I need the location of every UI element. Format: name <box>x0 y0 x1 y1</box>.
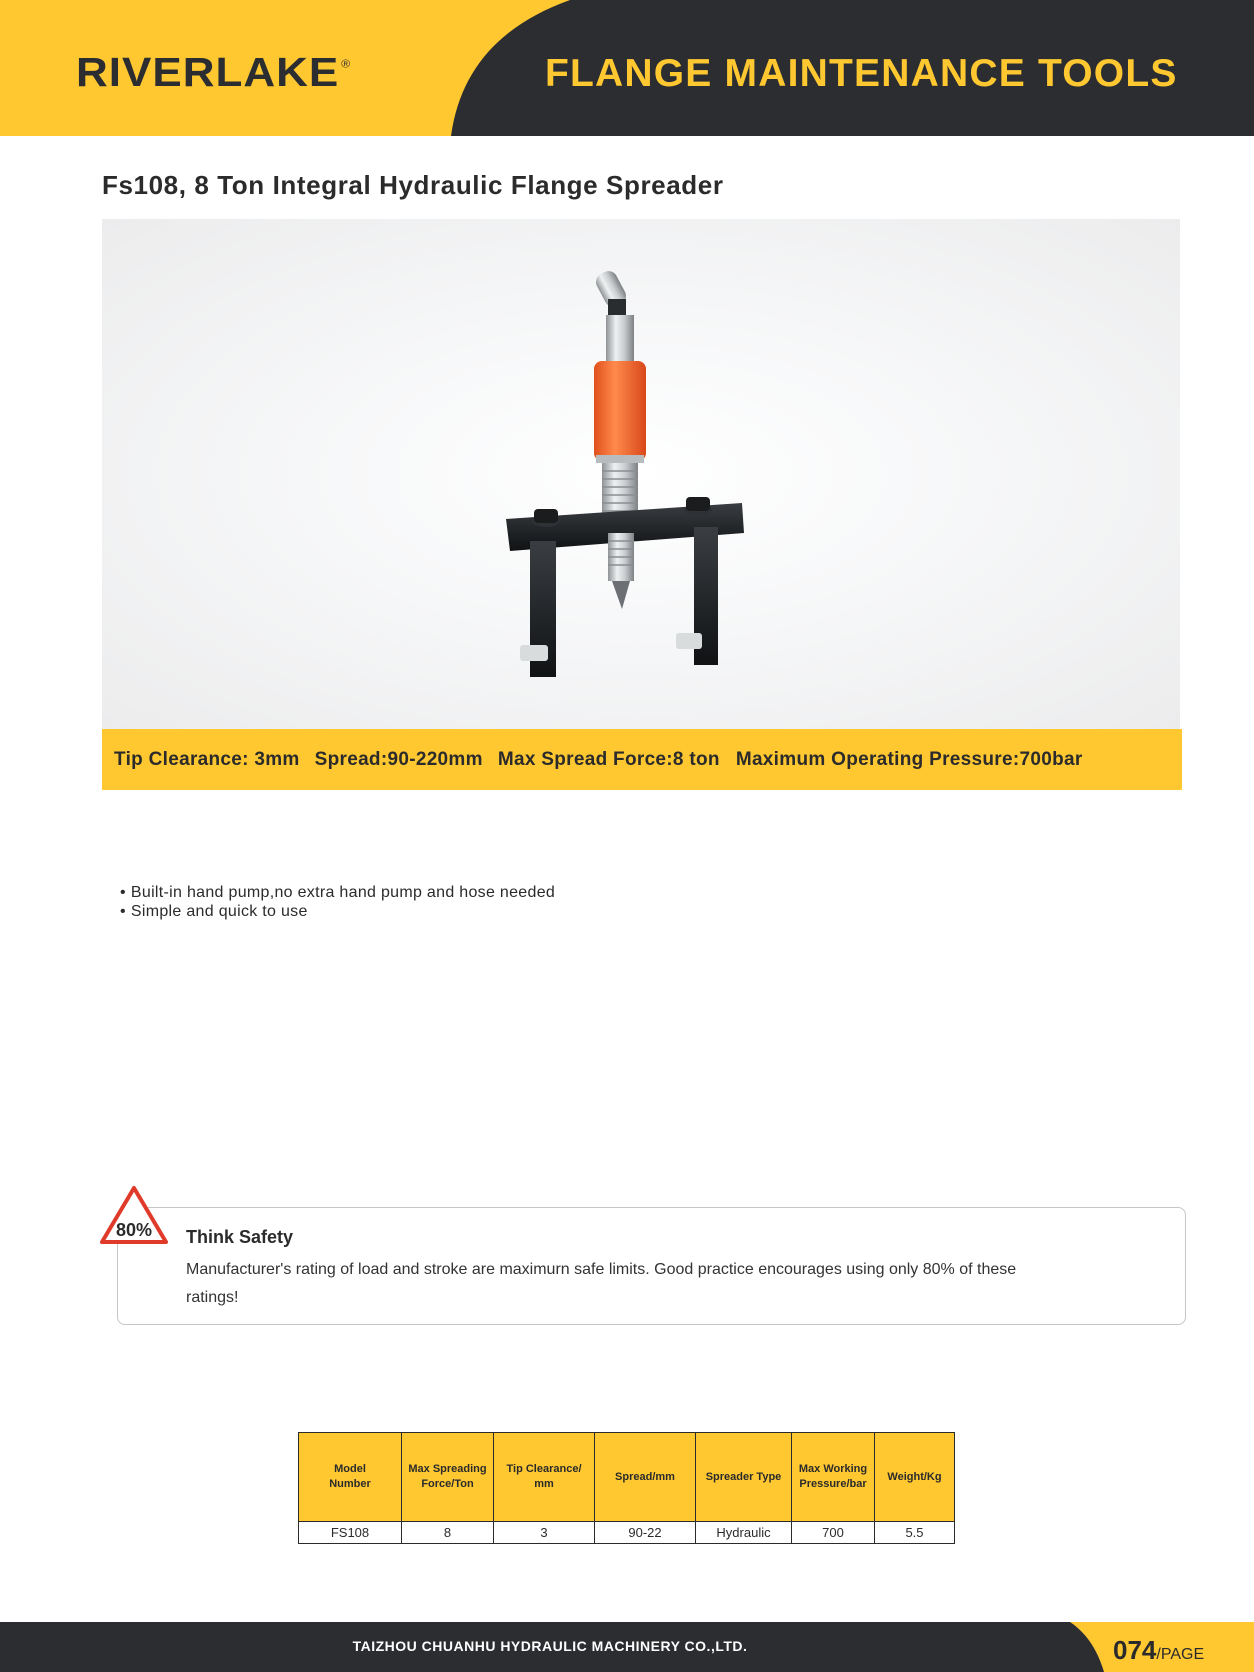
spec-bar <box>102 729 1182 790</box>
spec-spread: Spread:90-220mm <box>314 748 483 770</box>
header-line: Spread/mm <box>615 1470 675 1483</box>
safety-text: Manufacturer's rating of load and stroke are maximurn safe limits. Good practice encourages using only 80% of these ratings! <box>186 1261 1017 1306</box>
cell-pressure: 700 <box>792 1522 875 1544</box>
section-title: FLANGE MAINTENANCE TOOLS <box>545 52 1178 95</box>
header-line: Weight/Kg <box>887 1470 942 1483</box>
cell-weight: 5.5 <box>875 1522 955 1544</box>
col-max-force <box>402 1433 494 1522</box>
flange-spreader-icon <box>102 219 1180 729</box>
product-photo <box>102 219 1180 729</box>
col-spread <box>595 1433 696 1522</box>
header-line: Pressure/bar <box>799 1478 867 1490</box>
feature-item: • Simple and quick to use <box>120 902 555 921</box>
spec-table <box>298 1432 955 1544</box>
product-title: Fs108, 8 Ton Integral Hydraulic Flange Spreader <box>102 170 724 200</box>
page-suffix: /PAGE <box>1156 1646 1205 1663</box>
page-header <box>0 0 1254 136</box>
table-header-row <box>299 1433 955 1522</box>
feature-list <box>120 883 555 921</box>
cell-tip-clearance: 3 <box>494 1522 595 1544</box>
header-line: Model <box>334 1463 366 1475</box>
page-number-value: 074 <box>1113 1635 1157 1665</box>
registered-mark: ® <box>341 57 352 71</box>
spec-max-pressure: Maximum Operating Pressure:700bar <box>735 748 1083 770</box>
header-line: Number <box>329 1478 371 1490</box>
cell-force: 8 <box>402 1522 494 1544</box>
header-line: mm <box>534 1478 554 1490</box>
header-line: Force/Ton <box>421 1478 474 1490</box>
header-line: Tip Clearance/ <box>506 1463 582 1475</box>
feature-item: • Built-in hand pump,no extra hand pump and hose needed <box>120 883 555 902</box>
page-number <box>1113 1635 1204 1666</box>
cell-spread: 90-22 <box>595 1522 696 1544</box>
cell-type: Hydraulic <box>696 1522 792 1544</box>
safety-title: Think Safety <box>186 1227 294 1247</box>
col-spreader-type <box>696 1433 792 1522</box>
col-max-pressure <box>792 1433 875 1522</box>
brand-name: RIVERLAKE <box>76 50 340 96</box>
warning-triangle-icon <box>98 1184 170 1253</box>
col-weight <box>875 1433 955 1522</box>
header-line: Max Working <box>798 1463 868 1475</box>
cell-model: FS108 <box>299 1522 402 1544</box>
col-model-number <box>299 1433 402 1522</box>
table-row <box>299 1522 955 1544</box>
spec-tip-clearance: Tip Clearance: 3mm <box>114 748 300 770</box>
header-line: Max Spreading <box>408 1463 487 1475</box>
footer-company: TAIZHOU CHUANHU HYDRAULIC MACHINERY CO.,LTD. <box>352 1638 748 1654</box>
safety-badge: 80% <box>115 1220 153 1240</box>
brand-logo <box>76 50 351 96</box>
spec-max-force: Max Spread Force:8 ton <box>497 748 720 770</box>
header-line: Spreader Type <box>705 1470 782 1483</box>
col-tip-clearance <box>494 1433 595 1522</box>
